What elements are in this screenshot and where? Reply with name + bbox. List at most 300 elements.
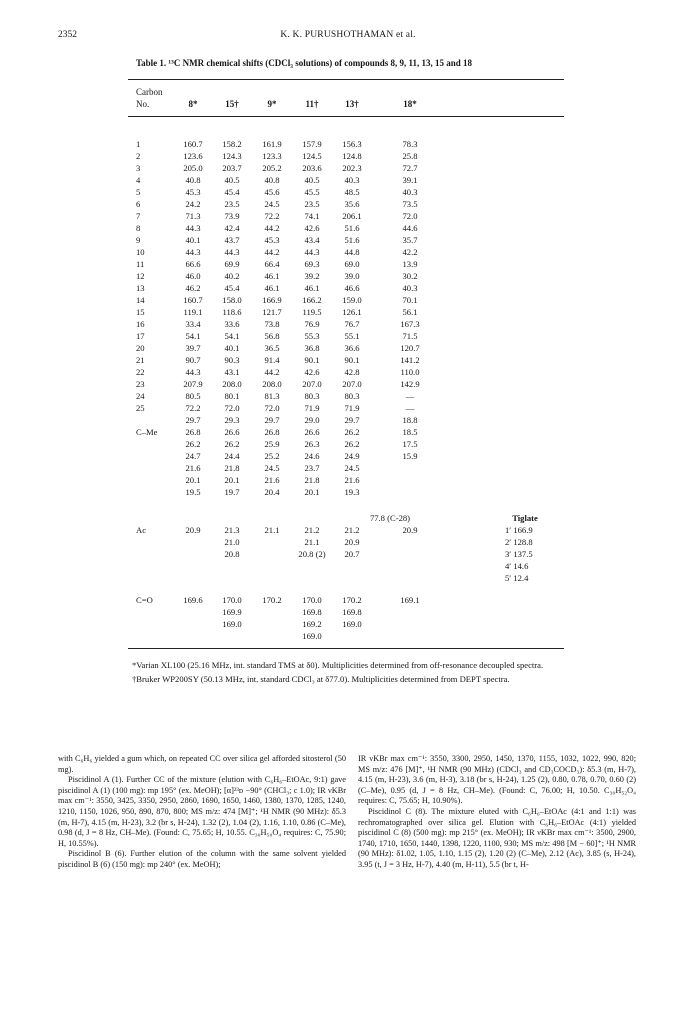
table-cell: 167.3: [400, 319, 420, 329]
table-row: [0, 560, 696, 572]
table-row: [0, 512, 696, 524]
table-cell: 124.3: [222, 151, 242, 161]
tiglate-value: 3′ 137.5: [505, 549, 533, 559]
table-cell: 90.1: [304, 355, 320, 365]
table-row: [0, 222, 696, 234]
table-row: [0, 150, 696, 162]
table-cell: 73.5: [402, 199, 418, 209]
table-cell: 36.8: [304, 343, 320, 353]
table-cell: 159.0: [342, 295, 362, 305]
table-cell: 51.6: [344, 235, 360, 245]
table-cell: 90.1: [344, 355, 360, 365]
carbon-label: 7: [136, 211, 141, 221]
table-cell: 170.0: [302, 595, 322, 605]
table-cell: 29.7: [344, 415, 360, 425]
carbon-label: 22: [136, 367, 145, 377]
table-cell: 21.6: [185, 463, 201, 473]
table-row: [0, 426, 696, 438]
table-cell: 25.9: [264, 439, 280, 449]
table-cell: 44.6: [402, 223, 418, 233]
table-row: [0, 378, 696, 390]
table-cell: 26.6: [224, 427, 240, 437]
table-cell: 72.0: [264, 403, 280, 413]
table-cell: 124.5: [302, 151, 322, 161]
carbon-label: 8: [136, 223, 141, 233]
table-cell: 40.3: [344, 175, 360, 185]
table-cell: 13.9: [402, 259, 418, 269]
carbon-label: 2: [136, 151, 141, 161]
table-cell: 33.4: [185, 319, 201, 329]
table-row: [0, 438, 696, 450]
table-cell: 24.4: [224, 451, 240, 461]
table-cell: 40.5: [304, 175, 320, 185]
table-cell: 26.2: [344, 427, 360, 437]
table-cell: 55.1: [344, 331, 360, 341]
body-paragraph: with C₆H₆ yielded a gum which, on repeated CC over silica gel afforded sitosterol (50 mg).: [58, 754, 346, 774]
table-cell: —: [405, 391, 415, 401]
table-row: [0, 462, 696, 474]
table-cell: 208.0: [222, 379, 242, 389]
table-row: [0, 210, 696, 222]
table-cell: 18.8: [402, 415, 418, 425]
table-cell: 20.1: [304, 487, 320, 497]
table-cell: 40.8: [185, 175, 201, 185]
carbon-label: C–Me: [136, 427, 158, 437]
table-row: [0, 354, 696, 366]
table-cell: 142.9: [400, 379, 420, 389]
table-cell: —: [405, 403, 415, 413]
table-cell: 45.4: [224, 283, 240, 293]
table-cell: 44.2: [264, 367, 280, 377]
table-cell: 45.3: [185, 187, 201, 197]
table-cell: 26.2: [224, 439, 240, 449]
table-cell: 45.5: [304, 187, 320, 197]
carbon-label: 14: [136, 295, 145, 305]
table-cell: 119.1: [183, 307, 203, 317]
table-cell: 71.9: [344, 403, 360, 413]
table-cell: 203.6: [302, 163, 322, 173]
table-cell: 19.3: [344, 487, 360, 497]
table-cell: 78.3: [402, 139, 418, 149]
table-cell: 46.2: [185, 283, 201, 293]
table-cell: 72.0: [224, 403, 240, 413]
table-cell: 56.1: [402, 307, 418, 317]
body-right-column: [358, 754, 636, 871]
table-cell: 25.2: [264, 451, 280, 461]
table-row: [0, 486, 696, 498]
carbon-label: 15: [136, 307, 145, 317]
table-row: [0, 414, 696, 426]
table-cell: 54.1: [185, 331, 201, 341]
table-cell: 169.9: [222, 607, 242, 617]
body-paragraph: Piscidinol A (1). Further CC of the mixture (elution with C₆H₆–EtOAc, 9:1) gave piscidinol A (1) (100 mg): mp 195° (ex. MeOH); [α]²³ᴅ −90° (CHCl₃; c 1.0); IR νKBr max cm⁻¹: 3550, 3425, 3350, 2950, 2860, 1690, 1650, 1460, 1380, 1370, 1285, 1240, 1210, 1150, 1026, 950, 890, 870, 800; MS m/z: 474 [M]⁺; ¹H NMR (90 MHz): δ5.3 (m, H-7), 4.15 (m, H-23), 3.2 (br s, H-24), 1.32 (2), 1.04 (2), 1.16, 1.10, 0.86 (C–Me), 0.98 (d, J = 8 Hz, CH–Me). (Found: C, 75.65; H, 10.55. C₃₀H₅₀O₄ requires: C, 75.90; H, 10.55%).: [58, 775, 346, 848]
table-row: [0, 606, 696, 618]
table-cell: 39.2: [304, 271, 320, 281]
table-bottom-rule: [128, 648, 564, 649]
carbon-label: 25: [136, 403, 145, 413]
table-cell: 26.2: [344, 439, 360, 449]
carbon-label: 1: [136, 139, 141, 149]
table-cell: 45.4: [224, 187, 240, 197]
carbon-label: 24: [136, 391, 145, 401]
table-cell: 118.6: [222, 307, 242, 317]
table-cell: 69.3: [304, 259, 320, 269]
table-row: [0, 174, 696, 186]
table-cell: 46.1: [264, 283, 280, 293]
carbon-label: 10: [136, 247, 145, 257]
page-number: 2352: [58, 30, 77, 40]
table-cell: 26.6: [304, 427, 320, 437]
column-header: 15†: [225, 99, 239, 109]
table-row: [0, 390, 696, 402]
table-cell: 45.6: [264, 187, 280, 197]
table-cell: 158.0: [222, 295, 242, 305]
table-cell: 20.8 (2): [298, 549, 326, 559]
table-row: [0, 524, 696, 536]
table-row: [0, 402, 696, 414]
table-cell: 170.2: [262, 595, 282, 605]
carbon-label: 5: [136, 187, 141, 197]
table-row: [0, 594, 696, 606]
table-row: [0, 138, 696, 150]
table-cell: 24.5: [264, 199, 280, 209]
table-cell: 18.5: [402, 427, 418, 437]
table-cell: 40.1: [224, 343, 240, 353]
carbon-label: 11: [136, 259, 145, 269]
table-cell: 44.3: [304, 247, 320, 257]
table-cell: 19.7: [224, 487, 240, 497]
tiglate-value: 2′ 128.8: [505, 537, 533, 547]
table-cell: 72.0: [402, 211, 418, 221]
table-cell: 66.4: [264, 259, 280, 269]
table-cell: 205.2: [262, 163, 282, 173]
table-cell: 21.1: [264, 525, 280, 535]
table-cell: 15.9: [402, 451, 418, 461]
table-cell: 205.0: [183, 163, 203, 173]
table-cell: 24.7: [185, 451, 201, 461]
table-cell: 44.3: [185, 223, 201, 233]
carbon-label: 6: [136, 199, 141, 209]
table-cell: 124.8: [342, 151, 362, 161]
table-cell: 17.5: [402, 439, 418, 449]
column-header: 9*: [267, 99, 277, 109]
table-cell: 29.7: [185, 415, 201, 425]
table-cell: 20.1: [185, 475, 201, 485]
table-cell: 35.6: [344, 199, 360, 209]
table-cell: 44.3: [224, 247, 240, 257]
table-cell: 20.9: [185, 525, 201, 535]
carbon-label: 23: [136, 379, 145, 389]
tiglate-value: 4′ 14.6: [505, 561, 529, 571]
table-cell: 54.1: [224, 331, 240, 341]
table-cell: 20.7: [344, 549, 360, 559]
table-cell: 29.7: [264, 415, 280, 425]
table-row: [0, 474, 696, 486]
table-row: [0, 318, 696, 330]
table-cell: 169.0: [342, 619, 362, 629]
table-cell: 73.9: [224, 211, 240, 221]
table-cell: 23.5: [224, 199, 240, 209]
table-cell: 42.8: [344, 367, 360, 377]
table-cell: 110.0: [400, 367, 420, 377]
table-cell: 80.1: [224, 391, 240, 401]
table-cell: 26.8: [185, 427, 201, 437]
table-cell: 40.8: [264, 175, 280, 185]
table-cell: 169.8: [342, 607, 362, 617]
table-cell: 44.2: [264, 247, 280, 257]
table-cell: 119.5: [302, 307, 322, 317]
carbon-label: Ac: [136, 525, 147, 535]
table-cell: 161.9: [262, 139, 282, 149]
table-cell: 71.3: [185, 211, 201, 221]
table-cell: 48.5: [344, 187, 360, 197]
table-row: [0, 234, 696, 246]
running-author: K. K. PURUSHOTHAMAN et al.: [280, 30, 416, 40]
table-cell: 66.6: [185, 259, 201, 269]
table-cell: 24.5: [344, 463, 360, 473]
table-cell: 160.7: [183, 295, 203, 305]
tiglate-value: 5′ 12.4: [505, 573, 529, 583]
table-cell: 74.1: [304, 211, 320, 221]
table-cell: 21.0: [224, 537, 240, 547]
table-cell: 24.2: [185, 199, 201, 209]
table-cell: 126.1: [342, 307, 362, 317]
table-cell: 166.2: [302, 295, 322, 305]
table-cell: 21.8: [224, 463, 240, 473]
table-cell: 169.6: [183, 595, 203, 605]
table-cell: 20.9: [402, 525, 418, 535]
carbon-label: 9: [136, 235, 141, 245]
carbon-label: C=O: [136, 595, 153, 605]
table-cell: 141.2: [400, 355, 420, 365]
table-cell: 43.4: [304, 235, 320, 245]
table-cell: 156.3: [342, 139, 362, 149]
table-cell: 39.7: [185, 343, 201, 353]
table-cell: 40.1: [185, 235, 201, 245]
table-cell: 70.1: [402, 295, 418, 305]
table-cell: 90.7: [185, 355, 201, 365]
page-header: [0, 30, 696, 44]
body-paragraph: Piscidinol C (8). The mixture eluted with C₆H₆–EtOAc (4:1 and 1:1) was rechromatographed over silica gel. Elution with C₆H₆–EtOAc (4:1) yielded piscidinol C (8) (500 mg): mp 215° (ex. MeOH); IR νKBr max cm⁻¹: 3500, 2900, 1740, 1710, 1650, 1440, 1398, 1220, 1100, 930; MS m/z: 498 [M − 60]⁺; ¹H NMR (90 MHz): δ1.02, 1.05, 1.10, 1.15 (2), 1.20 (2) (C–Me), 2.12 (Ac), 3.85 (s, H-24), 3.95 (t, J = 3 Hz, H-7), 4.40 (m, H-11), 5.5 (br t, H-: [358, 806, 636, 869]
table-cell: 40.3: [402, 283, 418, 293]
note-bruker: †Bruker WP200SY (50.13 MHz, int. standard CDCl₃ at δ77.0). Multiplicities determined from DEPT spectra.: [132, 674, 510, 684]
table-cell: 46.0: [185, 271, 201, 281]
table-cell: 46.1: [304, 283, 320, 293]
table-row: [0, 162, 696, 174]
note-varian: *Varian XL100 (25.16 MHz, int. standard TMS at δ0). Multiplicities determined from off-resonance decoupled spectra.: [132, 660, 544, 670]
body-left-column: [58, 754, 346, 871]
table-cell: 69.0: [344, 259, 360, 269]
table-cell: 80.3: [304, 391, 320, 401]
table-cell: 39.0: [344, 271, 360, 281]
table-cell: 25.8: [402, 151, 418, 161]
table-cell: 42.4: [224, 223, 240, 233]
table-cell: 29.3: [224, 415, 240, 425]
table-cell: 35.7: [402, 235, 418, 245]
table-row: [0, 246, 696, 258]
carbon-label: 13: [136, 283, 145, 293]
table-row: [0, 186, 696, 198]
table-cell: 26.3: [304, 439, 320, 449]
table-cell: 169.0: [302, 631, 322, 641]
table-cell: 207.9: [183, 379, 203, 389]
table-cell: 90.3: [224, 355, 240, 365]
table-cell: 123.6: [183, 151, 203, 161]
table-cell: 20.1: [224, 475, 240, 485]
table-row: [0, 330, 696, 342]
table-cell: 73.8: [264, 319, 280, 329]
body-paragraph: IR νKBr max cm⁻¹: 3550, 3300, 2950, 1450, 1370, 1155, 1032, 1022, 990, 820; MS m/z: 476 [M]⁺, ¹H NMR (90 MHz) (CDCl₃ and CD₃COCD₃): δ5.3 (m, H-7), 4.15 (m, H-23), 3.6 (m, H-3), 3.18 (br s, H-24), 1.25 (2), 0.80, 0.78, 0.70, 0.60 (2) (C–Me), 0.95 (d, J = 8 Hz, CH–Me). (Found: C, 76.00; H, 10.50. C₃₀H₅₂O₄ requires: C, 75.65; H, 10.90%).: [358, 754, 636, 806]
table-cell: 23.7: [304, 463, 320, 473]
column-header: 8*: [188, 99, 198, 109]
table-cell: 21.6: [344, 475, 360, 485]
header-no: No.: [136, 99, 150, 109]
table-cell: 202.3: [342, 163, 362, 173]
carbon-label: 12: [136, 271, 145, 281]
table-cell: 21.8: [304, 475, 320, 485]
table-cell: 81.3: [264, 391, 280, 401]
table-row: [0, 294, 696, 306]
table-cell: 91.4: [264, 355, 280, 365]
body-paragraph: Piscidinol B (6). Further elution of the column with the same solvent yielded piscidinol B (6) (150 mg): mp 240° (ex. MeOH);: [58, 849, 346, 869]
table-cell: 33.6: [224, 319, 240, 329]
table-cell: 72.2: [185, 403, 201, 413]
table-row: [0, 450, 696, 462]
table-cell: 21.2: [344, 525, 360, 535]
table-notes: [132, 660, 564, 688]
table-cell: 43.1: [224, 367, 240, 377]
table-cell: 20.4: [264, 487, 280, 497]
table-cell: 158.2: [222, 139, 242, 149]
table-cell: 44.3: [185, 247, 201, 257]
carbon-label: 3: [136, 163, 141, 173]
table-cell: 24.9: [344, 451, 360, 461]
table-cell: 207.0: [342, 379, 362, 389]
table-cell: 69.9: [224, 259, 240, 269]
carbon-label: 4: [136, 175, 141, 185]
table-cell: 120.7: [400, 343, 420, 353]
table-cell: 169.0: [222, 619, 242, 629]
table-cell: 21.3: [224, 525, 240, 535]
table-header-rule: [128, 116, 564, 117]
table-cell: 72.2: [264, 211, 280, 221]
table-cell: 80.3: [344, 391, 360, 401]
table-row: [0, 306, 696, 318]
table-row: [0, 366, 696, 378]
table-cell: 72.7: [402, 163, 418, 173]
table-cell: 123.3: [262, 151, 282, 161]
table-row: [0, 198, 696, 210]
table-cell: 160.7: [183, 139, 203, 149]
table-cell: 42.6: [304, 367, 320, 377]
table-cell: 44.2: [264, 223, 280, 233]
table-cell: 26.2: [185, 439, 201, 449]
table-cell: 40.2: [224, 271, 240, 281]
header-carbon: Carbon: [136, 87, 163, 97]
column-header: 13†: [345, 99, 359, 109]
table-cell: 44.8: [344, 247, 360, 257]
table-row: [0, 270, 696, 282]
table-cell: 20.9: [344, 537, 360, 547]
table-cell: 43.7: [224, 235, 240, 245]
table-cell: 20.8: [224, 549, 240, 559]
table-cell: 71.9: [304, 403, 320, 413]
table-cell: 23.5: [304, 199, 320, 209]
table-row: [0, 536, 696, 548]
table-cell: 121.7: [262, 307, 282, 317]
table-cell: 76.9: [304, 319, 320, 329]
table-cell: 169.8: [302, 607, 322, 617]
table-cell: 56.8: [264, 331, 280, 341]
column-header: 11†: [305, 99, 319, 109]
table-row: [0, 572, 696, 584]
table-cell: 51.6: [344, 223, 360, 233]
table-cell: 26.8: [264, 427, 280, 437]
table-row: [0, 342, 696, 354]
table-row: [0, 282, 696, 294]
table-cell: 21.1: [304, 537, 320, 547]
table-cell: 46.6: [344, 283, 360, 293]
table-cell: 36.5: [264, 343, 280, 353]
table-cell: 71.5: [402, 331, 418, 341]
table-row: [0, 618, 696, 630]
table-cell: 42.2: [402, 247, 418, 257]
table-cell: 24.5: [264, 463, 280, 473]
table-cell: 44.3: [185, 367, 201, 377]
table-cell: 157.9: [302, 139, 322, 149]
table-cell: 166.9: [262, 295, 282, 305]
table-cell: 40.3: [402, 187, 418, 197]
table-cell: 29.0: [304, 415, 320, 425]
table-cell: 206.1: [342, 211, 362, 221]
carbon-label: 21: [136, 355, 145, 365]
table-cell: 19.5: [185, 487, 201, 497]
carbon-label: 16: [136, 319, 145, 329]
table-cell: 30.2: [402, 271, 418, 281]
table-cell: 203.7: [222, 163, 242, 173]
table-cell: 24.6: [304, 451, 320, 461]
table-cell: 42.6: [304, 223, 320, 233]
table-cell: 76.7: [344, 319, 360, 329]
table-cell: 46.1: [264, 271, 280, 281]
table-cell: 21.6: [264, 475, 280, 485]
carbon-label: 20: [136, 343, 145, 353]
table-top-rule: [128, 79, 564, 80]
table-cell: 169.1: [400, 595, 420, 605]
column-header: 18*: [403, 99, 417, 109]
table-cell: 36.6: [344, 343, 360, 353]
carbon-label: 17: [136, 331, 145, 341]
table-cell: 45.3: [264, 235, 280, 245]
table-cell: 170.0: [222, 595, 242, 605]
table-caption: Table 1. ¹³C NMR chemical shifts (CDCl₃ solutions) of compounds 8, 9, 11, 13, 15 and 18: [136, 58, 473, 68]
table-cell: 169.2: [302, 619, 322, 629]
table-row: [0, 548, 696, 560]
table-row: [0, 630, 696, 642]
table-cell: 40.5: [224, 175, 240, 185]
table-cell: 21.2: [304, 525, 320, 535]
table-cell: 207.0: [302, 379, 322, 389]
table-cell: 80.5: [185, 391, 201, 401]
c28-value: 77.8 (C-28): [369, 513, 411, 523]
table-cell: 39.1: [402, 175, 418, 185]
table-cell: 55.3: [304, 331, 320, 341]
table-cell: 170.2: [342, 595, 362, 605]
table-row: [0, 258, 696, 270]
tiglate-heading: Tiglate: [512, 513, 538, 523]
table-cell: 208.0: [262, 379, 282, 389]
tiglate-value: 1′ 166.9: [505, 525, 533, 535]
